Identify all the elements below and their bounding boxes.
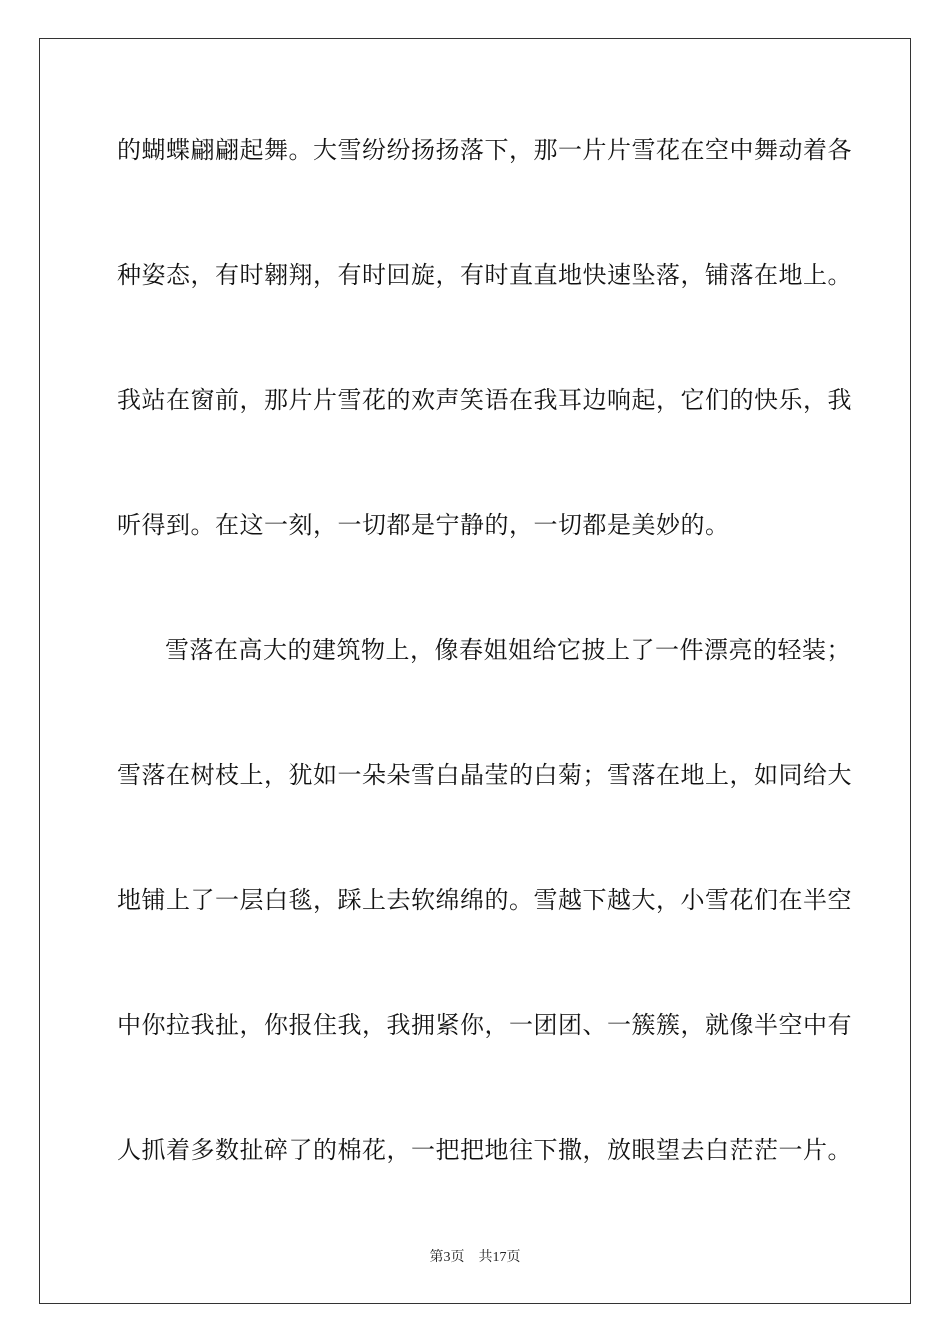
page-total: 共17页	[478, 1250, 521, 1265]
text-line-6: 雪落在树枝上，犹如一朵朵雪白晶莹的白菊；雪落在地上，如同给大	[117, 761, 852, 789]
text-line-8: 中你拉我扯，你报住我，我拥紧你，一团团、一簇簇，就像半空中有	[117, 1011, 852, 1039]
text-line-1: 的蝴蝶翩翩起舞。大雪纷纷扬扬落下，那一片片雪花在空中舞动着各	[117, 136, 852, 164]
paragraph-start-line: 雪落在高大的建筑物上，像春姐姐给它披上了一件漂亮的轻装；	[165, 636, 851, 664]
text-line-7: 地铺上了一层白毯，踩上去软绵绵的。雪越下越大，小雪花们在半空	[117, 886, 852, 914]
text-line-4: 听得到。在这一刻，一切都是宁静的，一切都是美妙的。	[117, 511, 730, 539]
text-line-2: 种姿态，有时翱翔，有时回旋，有时直直地快速坠落，铺落在地上。	[117, 261, 852, 289]
page-footer	[0, 1246, 950, 1266]
text-line-3: 我站在窗前，那片片雪花的欢声笑语在我耳边响起，它们的快乐，我	[117, 386, 852, 414]
text-line-9: 人抓着多数扯碎了的棉花，一把把地往下撒，放眼望去白茫茫一片。	[117, 1136, 852, 1164]
page-border	[39, 38, 911, 1304]
page-number: 第3页	[429, 1250, 465, 1265]
